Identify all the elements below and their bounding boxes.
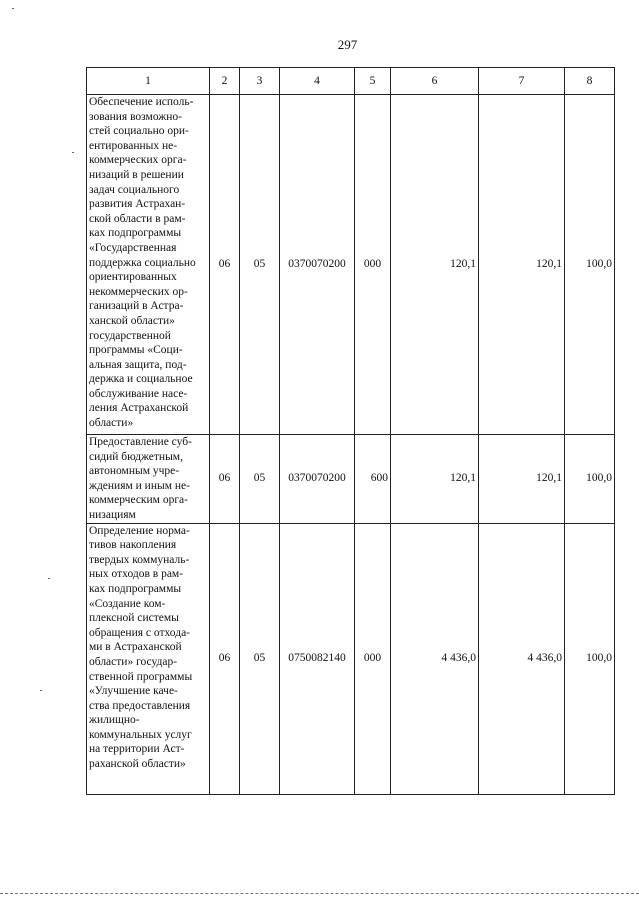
row-name-line: держка и социальное — [89, 373, 193, 386]
table-row — [87, 435, 615, 524]
scan-speck — [40, 690, 42, 691]
row-name-line: ентированных не- — [89, 139, 178, 152]
row-name-line: жилищно- — [89, 714, 140, 727]
target-article-code: 0370070200 — [280, 95, 355, 435]
budget-table — [86, 67, 615, 795]
row-name-line: Обеспечение исполь- — [89, 96, 194, 108]
executed-amount: 4 436,0 — [479, 523, 565, 794]
execution-percent: 100,0 — [565, 95, 615, 435]
scan-speck — [72, 152, 74, 153]
row-name-line: ственной программы — [89, 670, 193, 683]
row-name-line: ориентированных — [89, 271, 177, 284]
row-name-line: ми в Астраханской — [89, 641, 182, 654]
row-name-cell — [87, 435, 210, 524]
planned-amount: 120,1 — [391, 435, 479, 524]
row-name-line: на территории Аст- — [89, 743, 185, 756]
row-name-line: области» — [89, 417, 134, 430]
row-name-line: ках подпрограммы — [89, 227, 182, 240]
row-name-line: задач социального — [89, 183, 180, 196]
row-name-line: некоммерческих ор- — [89, 285, 188, 298]
row-name-line: ных отходов в рам- — [89, 568, 184, 581]
scan-speck — [48, 578, 50, 579]
target-article-code: 0750082140 — [280, 523, 355, 794]
page-number: 297 — [337, 37, 358, 52]
row-name-cell — [87, 95, 210, 435]
row-name-line: низациям — [89, 508, 136, 521]
bottom-scan-rule — [0, 893, 639, 894]
subsection-code: 05 — [240, 95, 280, 435]
header-col-3: 3 — [240, 68, 280, 95]
row-name-line: Предоставление суб- — [89, 436, 192, 448]
header-col-5: 5 — [355, 68, 391, 95]
row-name-line: ждениям и иным не- — [89, 479, 190, 492]
row-name-line: «Государственная — [89, 241, 177, 254]
row-name-line: «Создание ком- — [89, 597, 166, 610]
row-name-line: альная защита, под- — [89, 358, 187, 371]
row-name-line: обслуживание насе- — [89, 387, 188, 400]
row-name-line: низаций в решении — [89, 168, 184, 181]
row-name-line: ления Астраханской — [89, 402, 189, 415]
execution-percent: 100,0 — [565, 523, 615, 794]
row-name-line: программы «Соци- — [89, 344, 183, 357]
row-name-line: зования возможно- — [89, 110, 182, 123]
table-row — [87, 95, 615, 435]
header-col-8: 8 — [565, 68, 615, 95]
row-name-line: поддержка социально — [89, 256, 196, 269]
executed-amount: 120,1 — [479, 95, 565, 435]
header-col-6: 6 — [391, 68, 479, 95]
row-name-line: ства предоставления — [89, 699, 191, 712]
target-article-code: 0370070200 — [280, 435, 355, 524]
planned-amount: 120,1 — [391, 95, 479, 435]
row-name-line: твердых коммуналь- — [89, 553, 190, 566]
row-name-line: автономным учре- — [89, 465, 180, 478]
header-col-4: 4 — [280, 68, 355, 95]
scan-speck — [12, 8, 14, 9]
row-name-line: ской области в рам- — [89, 212, 186, 225]
subsection-code: 05 — [240, 435, 280, 524]
row-name-line: коммерческих орга- — [89, 154, 187, 167]
table-header-row — [87, 68, 615, 95]
row-name-line: Определение норма- — [89, 524, 190, 537]
section-code: 06 — [210, 523, 240, 794]
section-code: 06 — [210, 95, 240, 435]
row-name-line: ханской области» — [89, 314, 175, 327]
planned-amount: 4 436,0 — [391, 523, 479, 794]
expense-type-code: 000 — [355, 523, 391, 794]
row-name-line: обращения с отхода- — [89, 626, 191, 639]
execution-percent: 100,0 — [565, 435, 615, 524]
subsection-code: 05 — [240, 523, 280, 794]
row-name-line: тивов накопления — [89, 539, 177, 552]
expense-type-code: 000 — [355, 95, 391, 435]
header-col-2: 2 — [210, 68, 240, 95]
row-name-line: сидий бюджетным, — [89, 450, 183, 463]
row-name-line: развития Астрахан- — [89, 198, 186, 211]
row-name-line: плексной системы — [89, 612, 179, 625]
row-name-line: ганизаций в Астра- — [89, 300, 184, 313]
table-row — [87, 523, 615, 794]
row-name-line: государственной — [89, 329, 171, 342]
header-col-1: 1 — [87, 68, 210, 95]
row-name-line: коммунальных услуг — [89, 728, 192, 741]
row-name-cell — [87, 523, 210, 794]
row-name-line: раханской области» — [89, 758, 186, 771]
section-code: 06 — [210, 435, 240, 524]
expense-type-code: 600 — [355, 435, 391, 524]
row-name-line: стей социально ори- — [89, 125, 189, 138]
row-name-line: «Улучшение каче- — [89, 685, 178, 698]
executed-amount: 120,1 — [479, 435, 565, 524]
row-name-line: ках подпрограммы — [89, 582, 182, 595]
row-name-line: коммерческим орга- — [89, 494, 188, 507]
row-name-line: области» государ- — [89, 655, 178, 668]
header-col-7: 7 — [479, 68, 565, 95]
